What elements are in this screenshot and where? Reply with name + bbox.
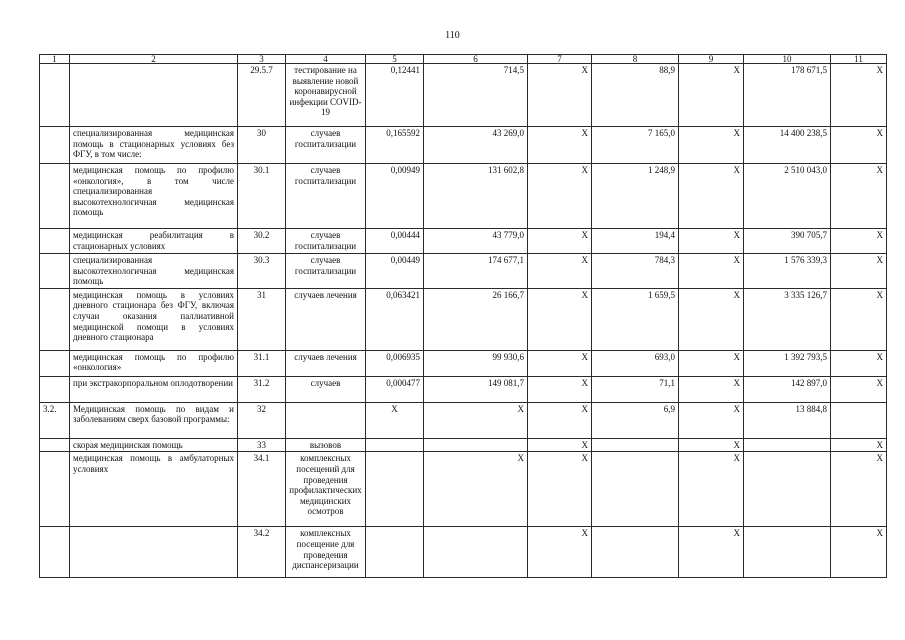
- row-col11-cell: X: [831, 127, 887, 164]
- row-per-capita-cell: [592, 438, 679, 452]
- row-cost-norm-cell: [424, 438, 528, 452]
- table-row: [40, 452, 887, 527]
- row-volume-norm-cell: [366, 452, 424, 527]
- row-section-cell: [40, 438, 70, 452]
- row-col9-cell: X: [679, 64, 744, 127]
- row-line-number-cell: 34.1: [238, 452, 286, 527]
- row-per-capita-cell: 1 659,5: [592, 288, 679, 350]
- row-section-cell: [40, 288, 70, 350]
- row-section-cell: [40, 350, 70, 376]
- row-col7-cell: X: [528, 376, 592, 402]
- row-cost-norm-cell: 43 779,0: [424, 229, 528, 254]
- row-col11-cell: X: [831, 288, 887, 350]
- row-section-cell: 3.2.: [40, 402, 70, 438]
- row-line-number-cell: 30.1: [238, 164, 286, 229]
- row-unit-cell: случаев лечения: [286, 288, 366, 350]
- row-cost-norm-cell: 26 166,7: [424, 288, 528, 350]
- row-description-cell: специализированная медицинская помощь в стационарных условиях без ФГУ, в том числе:: [70, 127, 238, 164]
- row-volume-norm-cell: 0,00444: [366, 229, 424, 254]
- row-section-cell: [40, 127, 70, 164]
- table-row: [40, 438, 887, 452]
- row-section-cell: [40, 164, 70, 229]
- row-col7-cell: X: [528, 452, 592, 527]
- row-description-cell: медицинская помощь по профилю «онкология»: [70, 350, 238, 376]
- row-col7-cell: X: [528, 527, 592, 578]
- row-unit-cell: случаев лечения: [286, 350, 366, 376]
- row-description-cell: медицинская помощь в амбулаторных условиях: [70, 452, 238, 527]
- column-header: 5: [366, 55, 424, 64]
- row-col11-cell: [831, 402, 887, 438]
- row-unit-cell: [286, 402, 366, 438]
- row-per-capita-cell: 71,1: [592, 376, 679, 402]
- row-total-cell: 142 897,0: [744, 376, 831, 402]
- row-col7-cell: X: [528, 254, 592, 289]
- row-total-cell: [744, 438, 831, 452]
- row-volume-norm-cell: 0,165592: [366, 127, 424, 164]
- row-volume-norm-cell: [366, 438, 424, 452]
- row-section-cell: [40, 452, 70, 527]
- row-section-cell: [40, 229, 70, 254]
- row-total-cell: 14 400 238,5: [744, 127, 831, 164]
- row-col9-cell: X: [679, 438, 744, 452]
- row-col9-cell: X: [679, 350, 744, 376]
- row-col11-cell: X: [831, 164, 887, 229]
- row-description-cell: медицинская реабилитация в стационарных условиях: [70, 229, 238, 254]
- row-col9-cell: X: [679, 527, 744, 578]
- column-header: 2: [70, 55, 238, 64]
- table-row: [40, 64, 887, 127]
- row-cost-norm-cell: 714,5: [424, 64, 528, 127]
- table-row: [40, 127, 887, 164]
- row-col9-cell: X: [679, 376, 744, 402]
- row-volume-norm-cell: 0,006935: [366, 350, 424, 376]
- row-total-cell: [744, 527, 831, 578]
- table-row: [40, 229, 887, 254]
- row-col9-cell: X: [679, 127, 744, 164]
- row-total-cell: [744, 452, 831, 527]
- row-description-cell: медицинская помощь в условиях дневного стационара без ФГУ, включая случаи оказания паллиативной медицинской помощи в условиях дневного стационара: [70, 288, 238, 350]
- row-col11-cell: X: [831, 452, 887, 527]
- row-volume-norm-cell: 0,12441: [366, 64, 424, 127]
- row-unit-cell: тестирование на выявление новой коронавирусной инфекции COVID-19: [286, 64, 366, 127]
- row-line-number-cell: 30: [238, 127, 286, 164]
- column-header: 8: [592, 55, 679, 64]
- column-header: 11: [831, 55, 887, 64]
- row-section-cell: [40, 527, 70, 578]
- row-line-number-cell: 30.2: [238, 229, 286, 254]
- column-header: 9: [679, 55, 744, 64]
- table-row: [40, 254, 887, 289]
- row-unit-cell: комплексных посещение для проведения диспансеризации: [286, 527, 366, 578]
- table-row: [40, 527, 887, 578]
- row-unit-cell: случаев госпитализации: [286, 254, 366, 289]
- row-cost-norm-cell: 99 930,6: [424, 350, 528, 376]
- row-line-number-cell: 29.5.7: [238, 64, 286, 127]
- table-row: [40, 350, 887, 376]
- row-section-cell: [40, 64, 70, 127]
- row-unit-cell: комплексных посещений для проведения профилактических медицинских осмотров: [286, 452, 366, 527]
- row-per-capita-cell: 693,0: [592, 350, 679, 376]
- row-volume-norm-cell: 0,00449: [366, 254, 424, 289]
- column-header: 3: [238, 55, 286, 64]
- row-description-cell: скорая медицинская помощь: [70, 438, 238, 452]
- row-unit-cell: случаев госпитализации: [286, 127, 366, 164]
- row-unit-cell: случаев: [286, 376, 366, 402]
- row-total-cell: 1 392 793,5: [744, 350, 831, 376]
- row-per-capita-cell: 194,4: [592, 229, 679, 254]
- row-total-cell: 3 335 126,7: [744, 288, 831, 350]
- row-line-number-cell: 32: [238, 402, 286, 438]
- row-line-number-cell: 31: [238, 288, 286, 350]
- row-col11-cell: X: [831, 229, 887, 254]
- page-number: 110: [445, 30, 460, 41]
- row-col7-cell: X: [528, 127, 592, 164]
- row-volume-norm-cell: [366, 527, 424, 578]
- row-volume-norm-cell: 0,000477: [366, 376, 424, 402]
- row-description-cell: Медицинская помощь по видам и заболеваниям сверх базовой программы:: [70, 402, 238, 438]
- row-cost-norm-cell: X: [424, 452, 528, 527]
- row-total-cell: 2 510 043,0: [744, 164, 831, 229]
- table-row: [40, 288, 887, 350]
- row-col9-cell: X: [679, 164, 744, 229]
- row-total-cell: 13 884,8: [744, 402, 831, 438]
- row-col9-cell: X: [679, 452, 744, 527]
- column-header: 7: [528, 55, 592, 64]
- row-cost-norm-cell: [424, 527, 528, 578]
- row-col7-cell: X: [528, 64, 592, 127]
- row-col11-cell: X: [831, 527, 887, 578]
- row-col11-cell: X: [831, 254, 887, 289]
- row-col7-cell: X: [528, 402, 592, 438]
- row-col9-cell: X: [679, 288, 744, 350]
- row-unit-cell: случаев госпитализации: [286, 229, 366, 254]
- row-cost-norm-cell: 174 677,1: [424, 254, 528, 289]
- row-col9-cell: X: [679, 229, 744, 254]
- table-row: [40, 376, 887, 402]
- row-col9-cell: X: [679, 402, 744, 438]
- row-line-number-cell: 31.1: [238, 350, 286, 376]
- row-description-cell: [70, 64, 238, 127]
- table-header-row: [40, 55, 887, 64]
- table-row: [40, 402, 887, 438]
- column-header: 10: [744, 55, 831, 64]
- row-description-cell: специализированная высокотехнологичная медицинская помощь: [70, 254, 238, 289]
- row-line-number-cell: 30.3: [238, 254, 286, 289]
- row-per-capita-cell: 7 165,0: [592, 127, 679, 164]
- row-col11-cell: X: [831, 376, 887, 402]
- row-col11-cell: X: [831, 350, 887, 376]
- row-per-capita-cell: [592, 452, 679, 527]
- row-col7-cell: X: [528, 164, 592, 229]
- row-description-cell: [70, 527, 238, 578]
- row-volume-norm-cell: 0,063421: [366, 288, 424, 350]
- row-description-cell: медицинская помощь по профилю «онкология», в том числе специализированная высокотехнологичная медицинская помощь: [70, 164, 238, 229]
- row-col11-cell: X: [831, 438, 887, 452]
- row-total-cell: 1 576 339,3: [744, 254, 831, 289]
- row-volume-norm-cell: X: [366, 402, 424, 438]
- row-section-cell: [40, 254, 70, 289]
- row-col7-cell: X: [528, 438, 592, 452]
- row-volume-norm-cell: 0,00949: [366, 164, 424, 229]
- row-description-cell: при экстракорпоральном оплодотворении: [70, 376, 238, 402]
- row-unit-cell: случаев госпитализации: [286, 164, 366, 229]
- row-line-number-cell: 31.2: [238, 376, 286, 402]
- row-per-capita-cell: 784,3: [592, 254, 679, 289]
- row-unit-cell: вызовов: [286, 438, 366, 452]
- row-col7-cell: X: [528, 229, 592, 254]
- row-per-capita-cell: 88,9: [592, 64, 679, 127]
- row-cost-norm-cell: 131 602,8: [424, 164, 528, 229]
- row-cost-norm-cell: 43 269,0: [424, 127, 528, 164]
- row-col9-cell: X: [679, 254, 744, 289]
- row-per-capita-cell: 1 248,9: [592, 164, 679, 229]
- row-cost-norm-cell: X: [424, 402, 528, 438]
- row-col11-cell: X: [831, 64, 887, 127]
- row-line-number-cell: 33: [238, 438, 286, 452]
- row-cost-norm-cell: 149 081,7: [424, 376, 528, 402]
- row-per-capita-cell: 6,9: [592, 402, 679, 438]
- row-total-cell: 390 705,7: [744, 229, 831, 254]
- table-row: [40, 164, 887, 229]
- row-col7-cell: X: [528, 350, 592, 376]
- column-header: 6: [424, 55, 528, 64]
- row-per-capita-cell: [592, 527, 679, 578]
- row-line-number-cell: 34.2: [238, 527, 286, 578]
- row-col7-cell: X: [528, 288, 592, 350]
- column-header: 1: [40, 55, 70, 64]
- row-total-cell: 178 671,5: [744, 64, 831, 127]
- data-table: [39, 54, 887, 578]
- row-section-cell: [40, 376, 70, 402]
- column-header: 4: [286, 55, 366, 64]
